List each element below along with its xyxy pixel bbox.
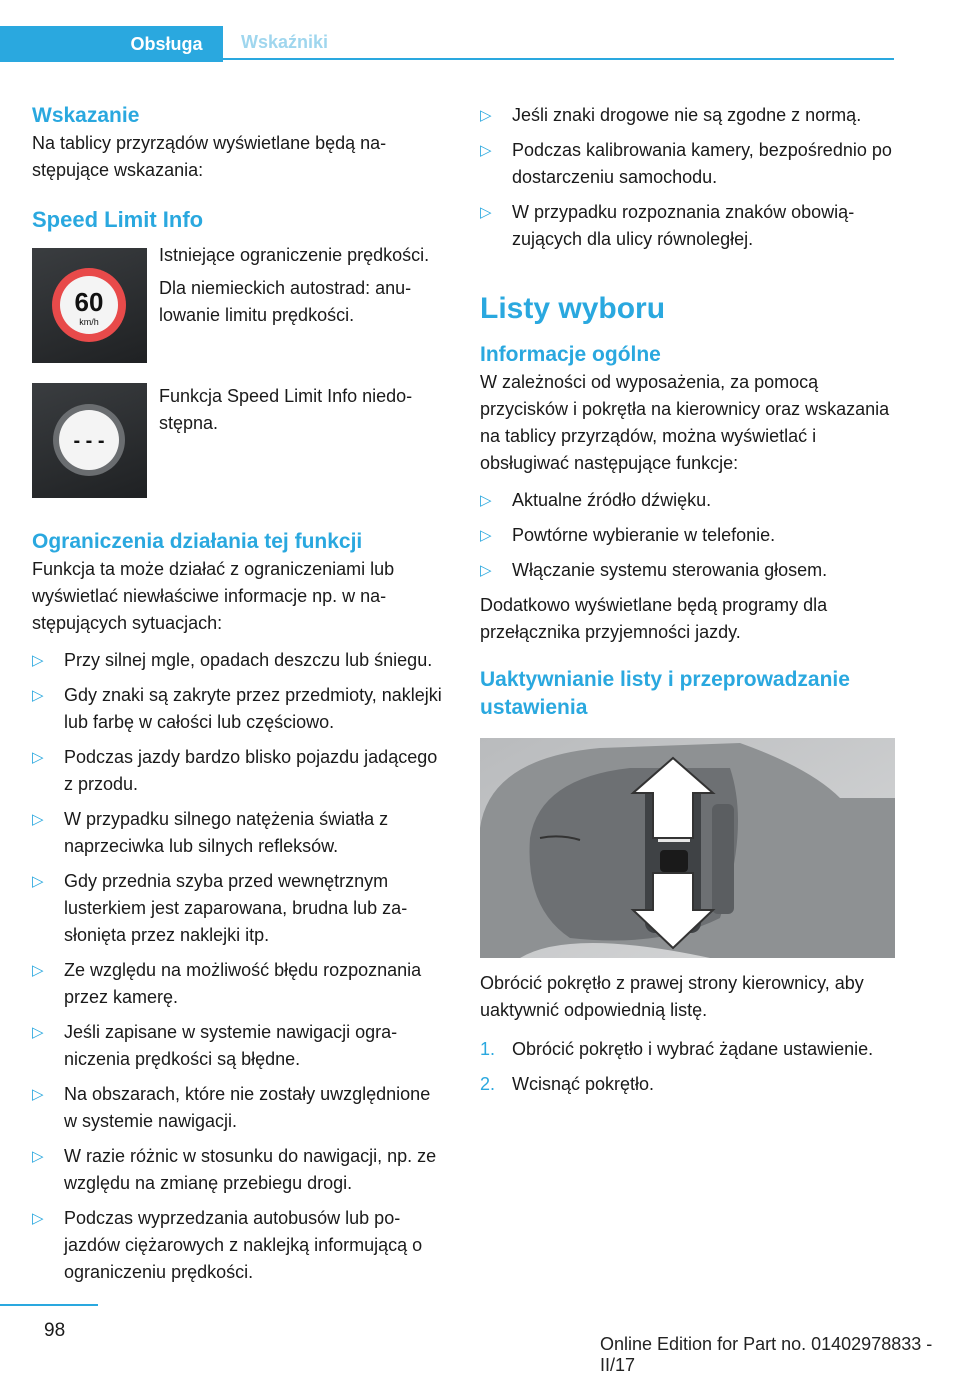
limitations-list-continued [480, 102, 896, 253]
bullet-triangle-icon: ▷ [32, 1210, 44, 1227]
page-number: 98 [44, 1320, 66, 1341]
bullet-triangle-icon: ▷ [32, 749, 44, 766]
speed-limit-unavailable-icon [32, 383, 147, 498]
bullet-triangle-icon: ▷ [480, 107, 492, 124]
list-item: ▷ Podczas wyprzedzania autobusów lub pojazdów ciężarowych z naklejką informującą o ograniczeniu prędkości. [32, 1205, 448, 1286]
sign1-text-1: Istniejące ograniczenie prędkości. [159, 245, 430, 265]
bullet-triangle-icon: ▷ [480, 492, 492, 509]
bullet-triangle-icon: ▷ [480, 142, 492, 159]
list-item: ▷ Gdy przednia szyba przed wewnętrznym lusterkiem jest zaparowana, brudna lub zasłonięta przez naklejki itp. [32, 868, 448, 949]
list-item: ▷ W przypadku silnego natężenia światła z naprzeciwka lub silnych refleksów. [32, 806, 448, 860]
list-item: ▷ W razie różnic w stosunku do nawigacji, np. ze względu na zmianę przebiegu drogi. [32, 1143, 448, 1197]
heading-speed-limit-info: Speed Limit Info [32, 207, 204, 232]
bullet-triangle-icon: ▷ [480, 527, 492, 544]
list-item: 1. Obrócić pokrętło i wybrać żądane ustawienie. [480, 1039, 874, 1059]
bullet-triangle-icon: ▷ [32, 811, 44, 828]
list-item: ▷ Podczas kalibrowania kamery, bezpośrednio po dostarczeniu samochodu. [480, 137, 896, 191]
list-item: ▷ Podczas jazdy bardzo blisko pojazdu jadącego z przodu. [32, 744, 448, 798]
bullet-triangle-icon: ▷ [480, 562, 492, 579]
list-item: ▷ Gdy znaki są zakryte przez przedmioty, naklejki lub farbę w całości lub częściowo. [32, 682, 448, 736]
svg-text:km/h: km/h [79, 317, 99, 327]
heading-informacje-ogolne: Informacje ogólne [480, 343, 661, 366]
para-wskazanie: Na tablicy przyrządów wyświetlane będą następujące wskazania: [32, 133, 387, 180]
list-item: 2. Wcisnąć pokrętło. [480, 1074, 655, 1094]
heading-listy-wyboru: Listy wyboru [480, 292, 666, 325]
bullet-triangle-icon: ▷ [32, 962, 44, 979]
limitations-list [32, 647, 448, 1286]
bullet-triangle-icon: ▷ [32, 687, 44, 704]
list-item: ▷ Na obszarach, które nie zostały uwzględnione w systemie nawigacji. [32, 1081, 448, 1135]
list-item: ▷ Jeśli zapisane w systemie nawigacji ograniczenia prędkości są błędne. [32, 1019, 448, 1073]
heading-uaktywnianie: Uaktywnianie listy i przeprowadzanie ustawienia [480, 668, 850, 719]
bullet-triangle-icon: ▷ [32, 652, 44, 669]
heading-ograniczenia: Ograniczenia działania tej funkcji [32, 530, 363, 553]
right-column [480, 102, 896, 1106]
section-tab: Obsługa [0, 26, 223, 62]
bullet-triangle-icon: ▷ [32, 873, 44, 890]
subsection-tab: Wskaźniki [223, 26, 894, 60]
list-item: ▷ Przy silnej mgle, opadach deszczu lub śniegu. [32, 647, 448, 674]
sign2-text-1: Funkcja Speed Limit Info niedostępna. [159, 386, 413, 433]
steering-wheel-controls-icon [480, 738, 895, 958]
list-item: ▷ Powtórne wybieranie w telefonie. [480, 522, 896, 549]
bullet-triangle-icon: ▷ [32, 1024, 44, 1041]
edition-footer: Online Edition for Part no. 01402978833 - II/17 [600, 1334, 933, 1375]
para-ograniczenia: Funkcja ta może działać z ograniczeniami lub wyświetlać niewłaściwe informacje np. w następujących sytuacjach: [32, 559, 395, 633]
list-item: ▷ Jeśli znaki drogowe nie są zgodne z normą. [480, 102, 896, 129]
no-info-sign-description [159, 383, 448, 498]
svg-text:60: 60 [74, 287, 104, 317]
list-item: ▷ Włączanie systemu sterowania głosem. [480, 557, 896, 584]
no-info-sign-row [32, 383, 448, 498]
speed-limit-sign-image [32, 248, 147, 363]
sign1-text-2: Dla niemieckich autostrad: anulowanie limitu prędkości. [159, 278, 412, 325]
heading-wskazanie: Wskazanie [32, 104, 140, 127]
list-item: ▷ W przypadku rozpoznania znaków obowiązujących dla ulicy równoległej. [480, 199, 896, 253]
bullet-triangle-icon: ▷ [32, 1148, 44, 1165]
footer-divider [0, 1304, 98, 1306]
steps-list [480, 1036, 896, 1098]
functions-list [480, 487, 896, 584]
left-column [32, 102, 448, 1294]
para-dodatkowo: Dodatkowo wyświetlane będą programy dla przełącznika przyjemności jazdy. [480, 595, 828, 642]
page-header [0, 26, 894, 62]
bullet-triangle-icon: ▷ [480, 204, 492, 221]
speed-sign-description [159, 242, 448, 363]
no-info-sign-image [32, 383, 147, 498]
bullet-triangle-icon: ▷ [32, 1086, 44, 1103]
speed-limit-60-icon [32, 248, 147, 363]
para-obrocic: Obrócić pokrętło z prawej strony kierownicy, aby uaktywnić odpowiednią listę. [480, 973, 864, 1020]
list-item: ▷ Aktualne źródło dźwięku. [480, 487, 896, 514]
svg-text:- - -: - - - [73, 430, 105, 452]
list-item: ▷ Ze względu na możliwość błędu rozpoznania przez kamerę. [32, 957, 448, 1011]
speed-sign-row [32, 242, 448, 363]
steering-wheel-image [480, 738, 895, 958]
para-informacje: W zależności od wyposażenia, za pomocą przycisków i pokrętła na kierownicy oraz wskazania na tablicy przyrządów, można wyświetlać i obsługiwać następujące funkcje: [480, 372, 890, 473]
